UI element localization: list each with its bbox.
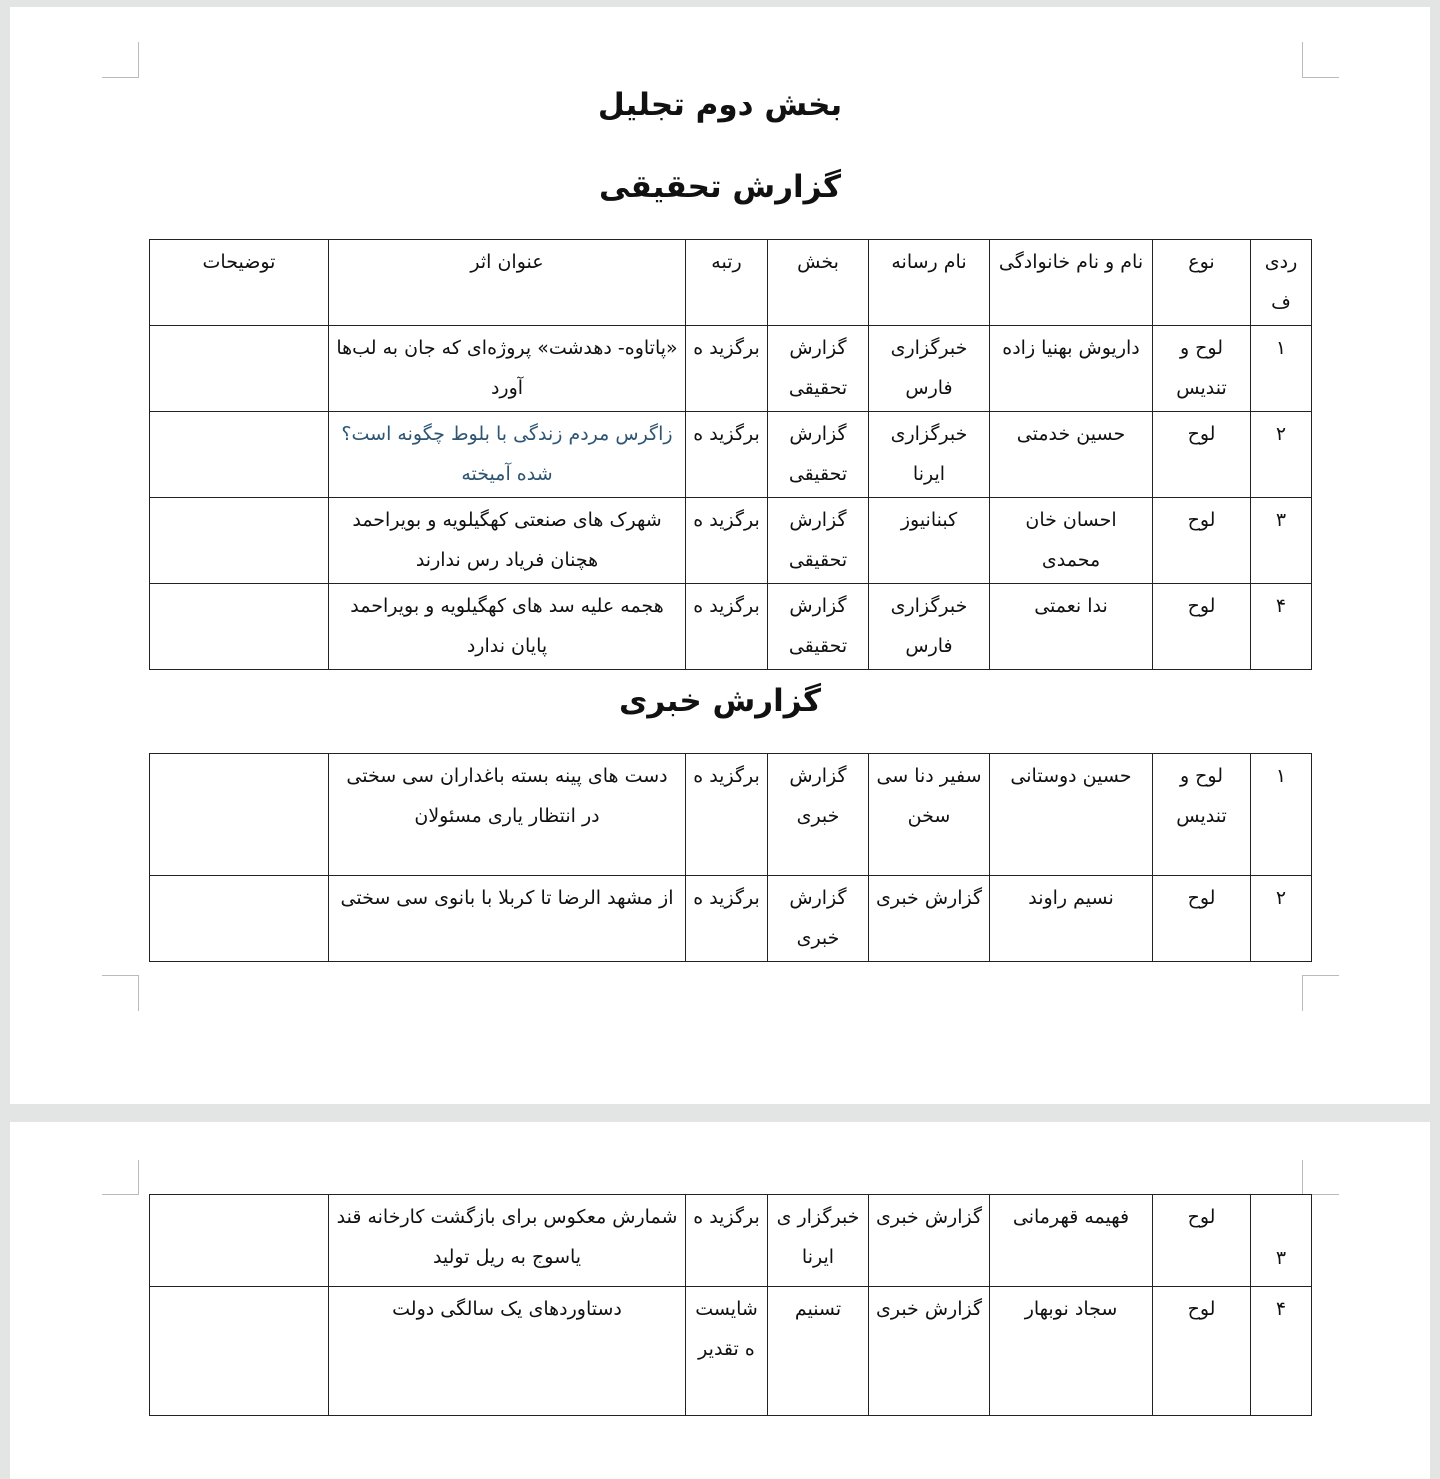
header-row-no: ردی ف	[1251, 240, 1312, 326]
work-title: دستاوردهای یک سالگی دولت	[329, 1287, 686, 1416]
table-row	[150, 326, 1312, 412]
crop-mark	[1302, 1160, 1339, 1195]
work-title: از مشهد الرضا تا کربلا با بانوی سی سختی	[329, 876, 686, 962]
person-name: ندا نعمتی	[990, 584, 1153, 670]
row-number: ۱	[1251, 754, 1312, 876]
rank: شایست ه تقدیر	[686, 1287, 768, 1416]
work-title: شهرک های صنعتی کهگیلویه و بویراحمد هچنان فریاد رس ندارند	[329, 498, 686, 584]
notes	[150, 326, 329, 412]
award-type: لوح	[1153, 584, 1251, 670]
section-name: گزارش خبری	[768, 876, 869, 962]
header-notes: توضیحات	[150, 240, 329, 326]
crop-mark	[102, 975, 139, 1011]
row-number: ۴	[1251, 1287, 1312, 1416]
section-name: گزارش تحقیقی	[768, 584, 869, 670]
table-row	[150, 754, 1312, 876]
document-page-1	[10, 7, 1430, 1104]
rank: برگزید ه	[686, 326, 768, 412]
investigative-heading: گزارش تحقیقی	[599, 169, 841, 205]
news-heading: گزارش خبری	[618, 683, 822, 719]
section-title: بخش دوم تجلیل	[597, 87, 843, 123]
crop-mark	[102, 42, 139, 78]
row-number: ۲	[1251, 412, 1312, 498]
news-table	[149, 753, 1312, 962]
rank: برگزید ه	[686, 498, 768, 584]
award-type: لوح	[1153, 876, 1251, 962]
award-type: لوح	[1153, 412, 1251, 498]
table-row	[150, 1287, 1312, 1416]
work-title: «پاتاوه- دهدشت» پروژه‌ای که جان به لب‌ها آورد	[329, 326, 686, 412]
media-name: سفیر دنا سی سخن	[869, 754, 990, 876]
rank: برگزید ه	[686, 412, 768, 498]
person-name: داریوش بهنیا زاده	[990, 326, 1153, 412]
rank: برگزید ه	[686, 754, 768, 876]
award-type: لوح	[1153, 498, 1251, 584]
award-type: لوح و تندیس	[1153, 326, 1251, 412]
media-name: گزارش خبری	[869, 1287, 990, 1416]
header-media: نام رسانه	[869, 240, 990, 326]
table-row	[150, 876, 1312, 962]
notes	[150, 1195, 329, 1287]
row-number: ۳	[1251, 1195, 1312, 1287]
crop-mark	[102, 1160, 139, 1195]
work-title: هجمه علیه سد های کهگیلویه و بویراحمد پایان ندارد	[329, 584, 686, 670]
row-number: ۳	[1251, 498, 1312, 584]
row-number: ۱	[1251, 326, 1312, 412]
table-row	[150, 584, 1312, 670]
crop-mark	[1302, 975, 1339, 1011]
section-name: گزارش تحقیقی	[768, 326, 869, 412]
award-type: لوح	[1153, 1287, 1251, 1416]
person-name: نسیم راوند	[990, 876, 1153, 962]
header-type: نوع	[1153, 240, 1251, 326]
section-name: گزارش خبری	[768, 754, 869, 876]
rank: برگزید ه	[686, 1195, 768, 1287]
crop-mark	[1302, 42, 1339, 78]
row-number: ۲	[1251, 876, 1312, 962]
person-name: سجاد نوبهار	[990, 1287, 1153, 1416]
person-name: حسین خدمتی	[990, 412, 1153, 498]
section-name: گزارش تحقیقی	[768, 412, 869, 498]
media-name: خبرگزاری فارس	[869, 326, 990, 412]
row-number: ۴	[1251, 584, 1312, 670]
section-name: تسنیم	[768, 1287, 869, 1416]
document-page-2	[10, 1122, 1430, 1479]
section-name: خبرگزار ی ایرنا	[768, 1195, 869, 1287]
award-type: لوح	[1153, 1195, 1251, 1287]
table-row	[150, 1195, 1312, 1287]
header-title: عنوان اثر	[329, 240, 686, 326]
investigative-table	[149, 239, 1312, 670]
table-row	[150, 498, 1312, 584]
media-name: گزارش خبری	[869, 876, 990, 962]
media-name: کبنانیوز	[869, 498, 990, 584]
table-header-row	[150, 240, 1312, 326]
notes	[150, 412, 329, 498]
person-name: حسین دوستانی	[990, 754, 1153, 876]
news-table-continued	[149, 1194, 1312, 1416]
media-name: گزارش خبری	[869, 1195, 990, 1287]
section-name: گزارش تحقیقی	[768, 498, 869, 584]
notes	[150, 754, 329, 876]
work-title: شمارش معکوس برای بازگشت کارخانه قند یاسوج به ریل تولید	[329, 1195, 686, 1287]
media-name: خبرگزاری فارس	[869, 584, 990, 670]
work-title: دست های پینه بسته باغداران سی سختی در انتظار یاری مسئولان	[329, 754, 686, 876]
header-rank: رتبه	[686, 240, 768, 326]
media-name: خبرگزاری ایرنا	[869, 412, 990, 498]
notes	[150, 876, 329, 962]
header-section: بخش	[768, 240, 869, 326]
notes	[150, 498, 329, 584]
rank: برگزید ه	[686, 876, 768, 962]
notes	[150, 584, 329, 670]
header-name: نام و نام خانوادگی	[990, 240, 1153, 326]
work-title: زاگرس مردم زندگی با بلوط چگونه است؟ شده آمیخته	[329, 412, 686, 498]
person-name: فهیمه قهرمانی	[990, 1195, 1153, 1287]
person-name: احسان خان محمدی	[990, 498, 1153, 584]
rank: برگزید ه	[686, 584, 768, 670]
award-type: لوح و تندیس	[1153, 754, 1251, 876]
notes	[150, 1287, 329, 1416]
table-row	[150, 412, 1312, 498]
